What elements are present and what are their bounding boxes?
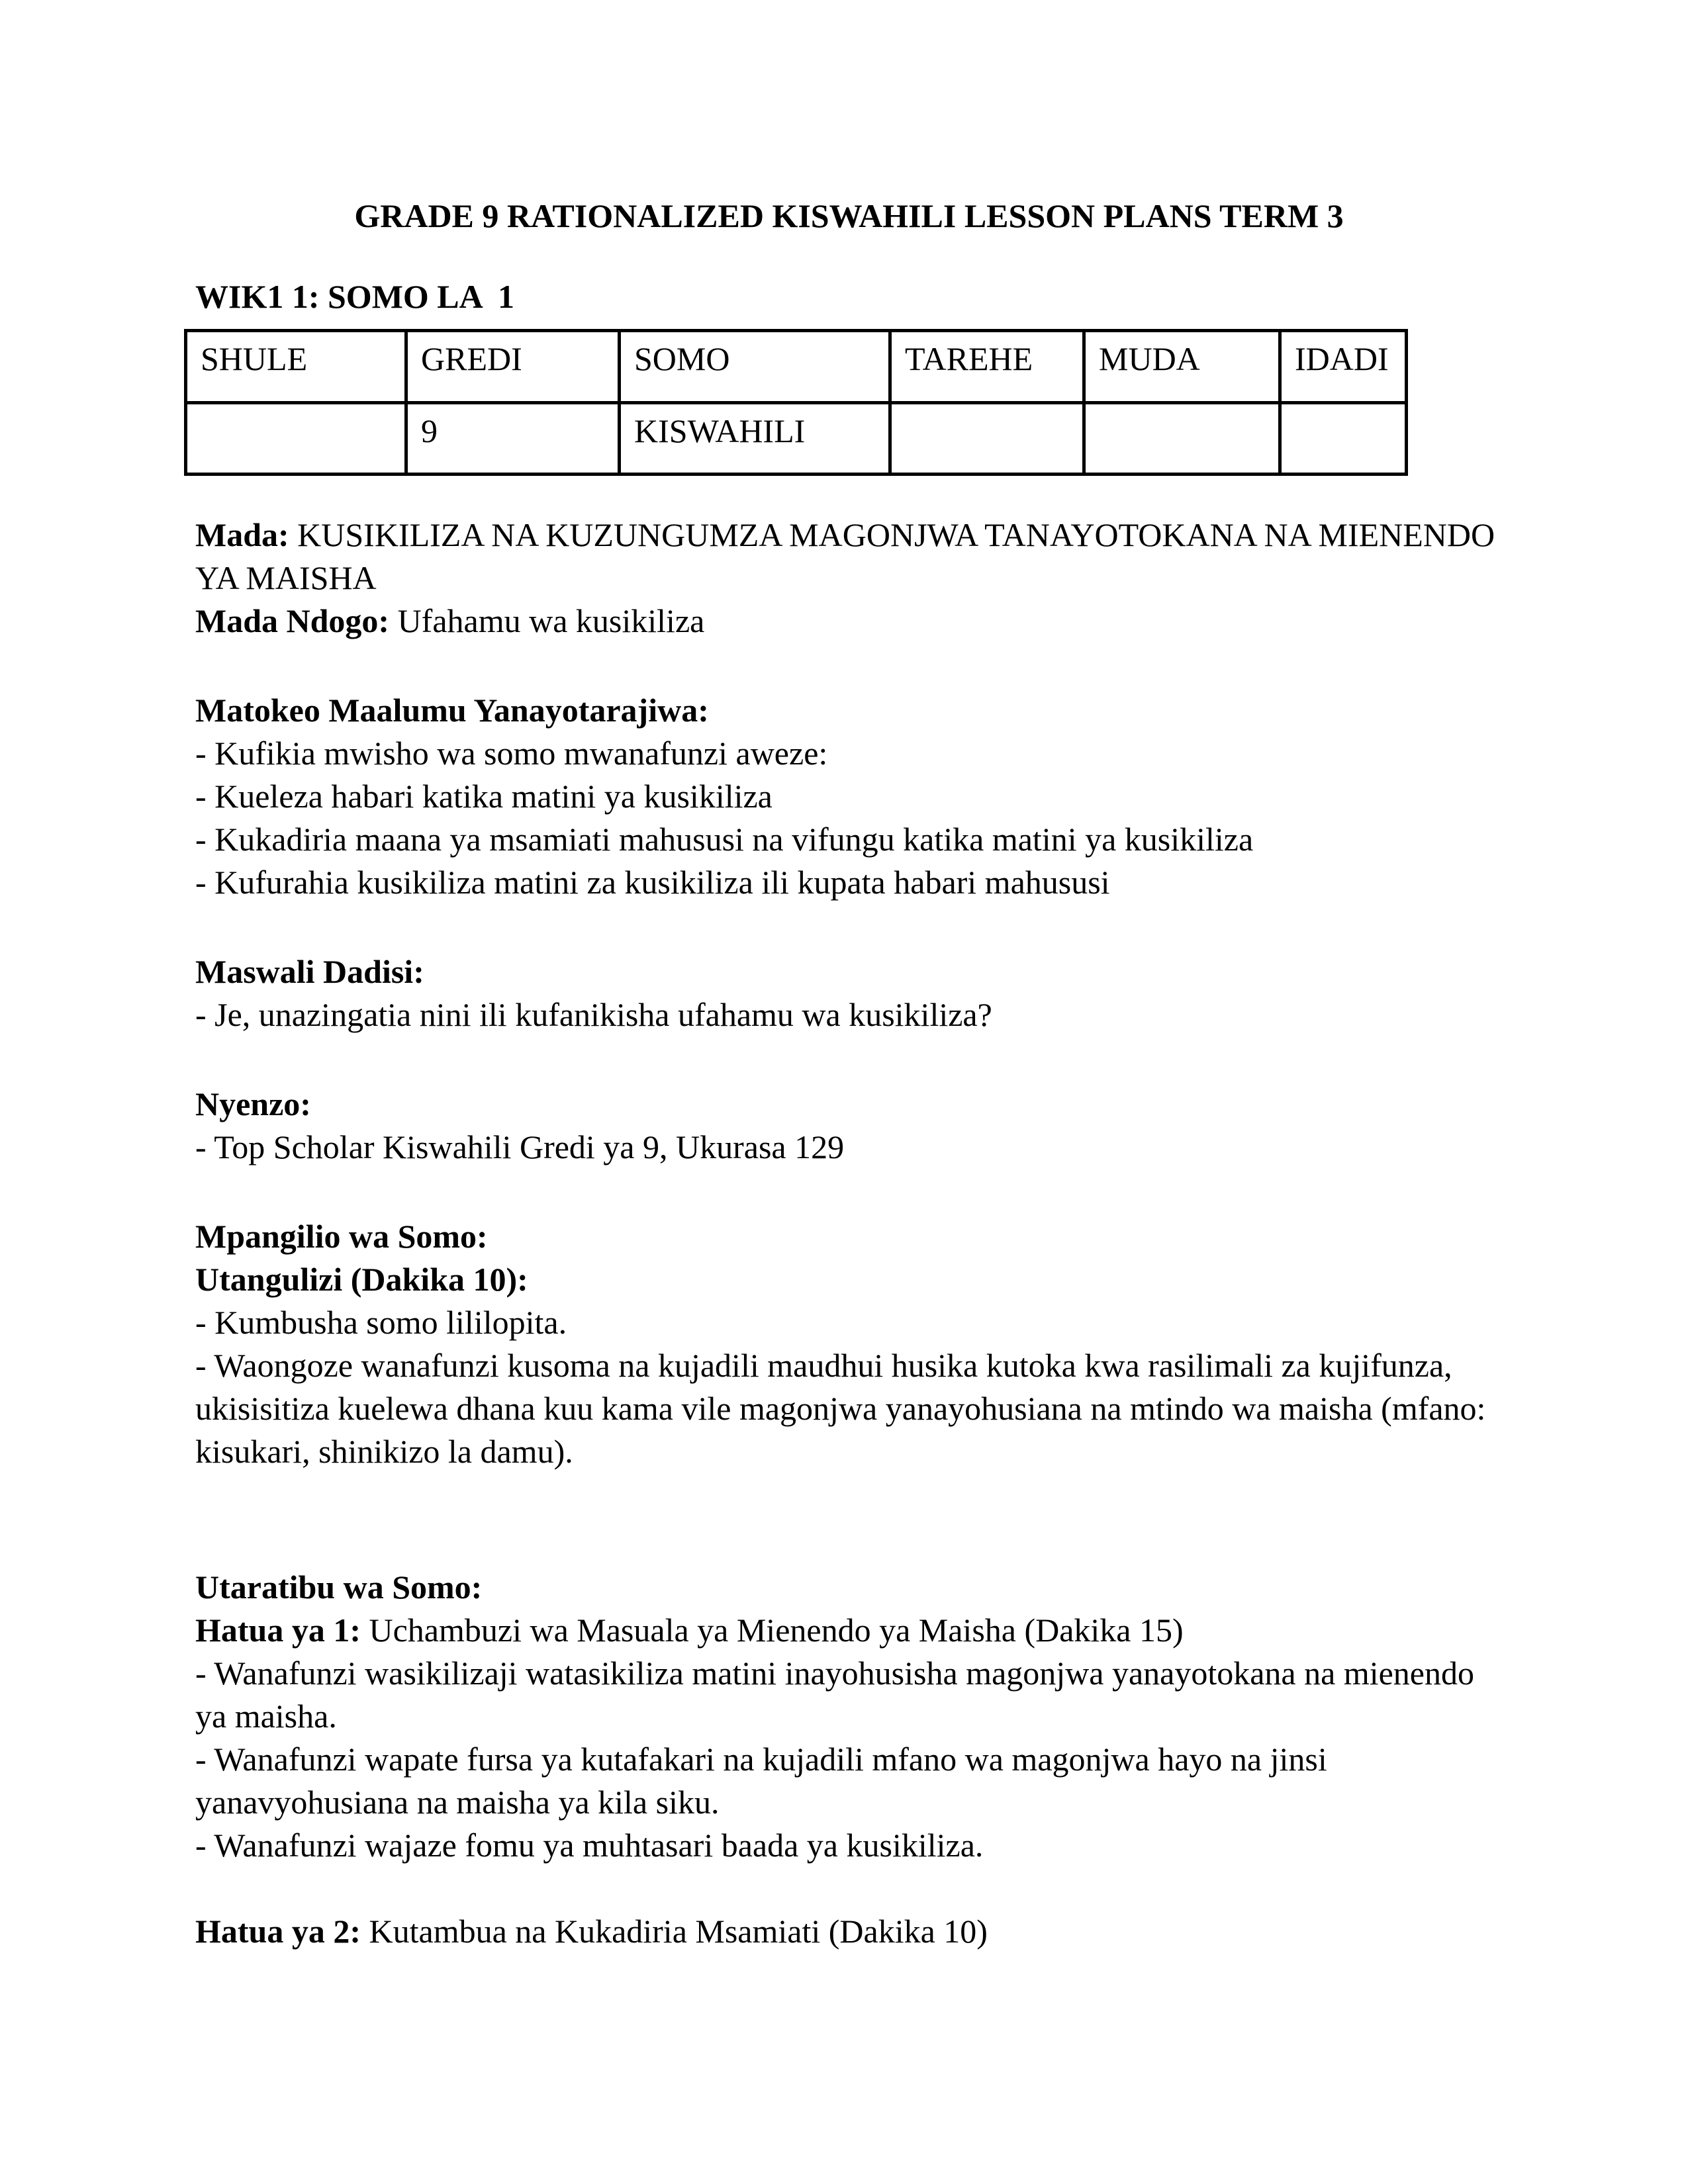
table-header-gredi: GREDI: [406, 331, 620, 403]
outcomes-heading: Matokeo Maalumu Yanayotarajiwa:: [195, 692, 709, 729]
outcome-item: - Kukadiria maana ya msamiati mahususi na vifungu katika matini ya kusikiliza: [195, 821, 1254, 858]
step2-line: [195, 1910, 1503, 1953]
outcome-item: - Kueleza habari katika matini ya kusikiliza: [195, 778, 773, 815]
week-heading: WIK1 1: SOMO LA 1: [195, 278, 514, 315]
topic-line: [195, 514, 1503, 600]
introduction-subheading: Utangulizi (Dakika 10):: [195, 1261, 528, 1298]
table-header-muda: MUDA: [1084, 331, 1280, 403]
step2-text: Kutambua na Kukadiria Msamiati (Dakika 10): [361, 1913, 988, 1950]
document-title: GRADE 9 RATIONALIZED KISWAHILI LESSON PLANS TERM 3: [354, 197, 1344, 234]
subtopic-label: Mada Ndogo:: [195, 602, 390, 639]
step1-item: - Wanafunzi wapate fursa ya kutafakari na kujadili mfano wa magonjwa hayo na jinsi yanavyohusiana na maisha ya kila siku.: [195, 1741, 1327, 1821]
table-header-idadi: IDADI: [1280, 331, 1407, 403]
resources-heading: Nyenzo:: [195, 1085, 311, 1122]
table-cell-muda: [1084, 403, 1280, 475]
organization-heading: Mpangilio wa Somo:: [195, 1218, 488, 1255]
introduction-item: - Waongoze wanafunzi kusoma na kujadili maudhui husika kutoka kwa rasilimali za kujifunza, ukisisitiza kuelewa dhana kuu kama vile magonjwa yanayohusiana na mtindo wa maisha (mfano: kisukari, shinikizo la damu).: [195, 1347, 1486, 1470]
step1-line: [195, 1609, 1503, 1652]
table-cell-somo: KISWAHILI: [620, 403, 890, 475]
table-cell-idadi: [1280, 403, 1407, 475]
table-header-row: [186, 331, 1407, 403]
subtopic-line: [195, 600, 1503, 643]
topic-label: Mada:: [195, 516, 289, 553]
outcome-item: - Kufikia mwisho wa somo mwanafunzi aweze:: [195, 735, 828, 772]
table-value-row: [186, 403, 1407, 475]
table-cell-shule: [186, 403, 406, 475]
inquiry-heading: Maswali Dadisi:: [195, 953, 424, 990]
table-header-shule: SHULE: [186, 331, 406, 403]
table-cell-gredi: 9: [406, 403, 620, 475]
step1-label: Hatua ya 1:: [195, 1612, 361, 1649]
lesson-info-table: [184, 329, 1408, 476]
topic-text: KUSIKILIZA NA KUZUNGUMZA MAGONJWA TANAYOTOKANA NA MIENENDO YA MAISHA: [195, 516, 1495, 596]
inquiry-item: - Je, unazingatia nini ili kufanikisha ufahamu wa kusikiliza?: [195, 996, 992, 1033]
table-cell-tarehe: [890, 403, 1084, 475]
step1-item: - Wanafunzi wajaze fomu ya muhtasari baada ya kusikiliza.: [195, 1827, 984, 1864]
procedure-heading: Utaratibu wa Somo:: [195, 1569, 483, 1606]
outcome-item: - Kufurahia kusikiliza matini za kusikiliza ili kupata habari mahususi: [195, 864, 1110, 901]
table-header-tarehe: TAREHE: [890, 331, 1084, 403]
step1-item: - Wanafunzi wasikilizaji watasikiliza matini inayohusisha magonjwa yanayotokana na mienendo ya maisha.: [195, 1655, 1474, 1735]
step1-text: Uchambuzi wa Masuala ya Mienendo ya Maisha (Dakika 15): [361, 1612, 1184, 1649]
introduction-item: - Kumbusha somo lililopita.: [195, 1304, 567, 1341]
step2-label: Hatua ya 2:: [195, 1913, 361, 1950]
resource-item: - Top Scholar Kiswahili Gredi ya 9, Ukurasa 129: [195, 1128, 845, 1165]
subtopic-text: Ufahamu wa kusikiliza: [389, 602, 705, 639]
table-header-somo: SOMO: [620, 331, 890, 403]
